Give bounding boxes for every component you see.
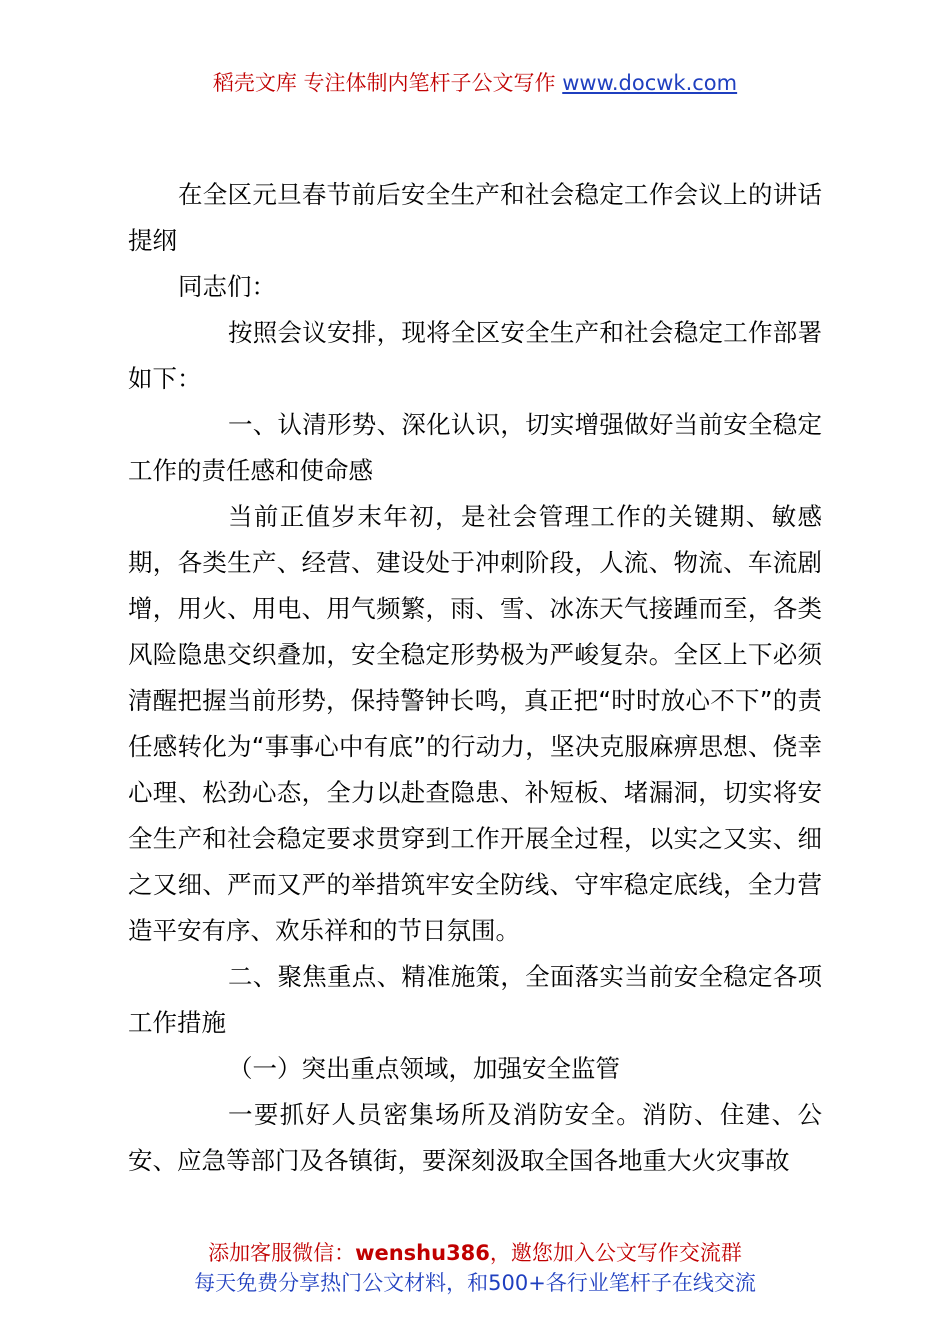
footer-promo-line: 每天免费分享热门公文材料，和500+各行业笔杆子在线交流 bbox=[194, 1271, 756, 1295]
salutation: 同志们： bbox=[178, 272, 276, 301]
document-body bbox=[128, 172, 822, 1184]
brand-text: 稻壳文库 专注体制内笔杆子公文写作 bbox=[212, 71, 556, 95]
footer-wechat-prefix: 添加客服微信： bbox=[208, 1241, 356, 1265]
footer-wechat-suffix: ，邀您加入公文写作交流群 bbox=[489, 1241, 742, 1265]
intro-paragraph: 按照会议安排，现将全区安全生产和社会稳定工作部署如下： bbox=[128, 318, 822, 393]
section2-heading: 二、聚焦重点、精准施策，全面落实当前安全稳定各项工作措施 bbox=[128, 962, 822, 1037]
subsection1-body: 一要抓好人员密集场所及消防安全。消防、住建、公安、应急等部门及各镇街，要深刻汲取全国各地重大火灾事故 bbox=[128, 1100, 822, 1175]
site-link[interactable]: www.docwk.com bbox=[562, 71, 738, 95]
section1-heading: 一、认清形势、深化认识，切实增强做好当前安全稳定工作的责任感和使命感 bbox=[128, 410, 822, 485]
wechat-id: wenshu386 bbox=[355, 1241, 490, 1265]
page-header bbox=[0, 66, 950, 100]
section1-body: 当前正值岁末年初，是社会管理工作的关键期、敏感期，各类生产、经营、建设处于冲刺阶段，人流、物流、车流剧增，用火、用电、用气频繁，雨、雪、冰冻天气接踵而至，各类风险隐患交织叠加，安全稳定形势极为严峻复杂。全区上下必须清醒把握当前形势，保持警钟长鸣，真正把“时时放心不下”的责任感转化为“事事心中有底”的行动力，坚决克服麻痹思想、侥幸心理、松劲心态，全力以赴查隐患、补短板、堵漏洞，切实将安全生产和社会稳定要求贯穿到工作开展全过程，以实之又实、细之又细、严而又严的举措筑牢安全防线、守牢稳定底线，全力营造平安有序、欢乐祥和的节日氛围。 bbox=[128, 502, 822, 945]
subsection1-heading: （一）突出重点领域，加强安全监管 bbox=[228, 1054, 620, 1083]
page-footer bbox=[0, 1238, 950, 1298]
footer-wechat-line bbox=[0, 1238, 950, 1268]
document-title: 在全区元旦春节前后安全生产和社会稳定工作会议上的讲话提纲 bbox=[128, 180, 822, 255]
